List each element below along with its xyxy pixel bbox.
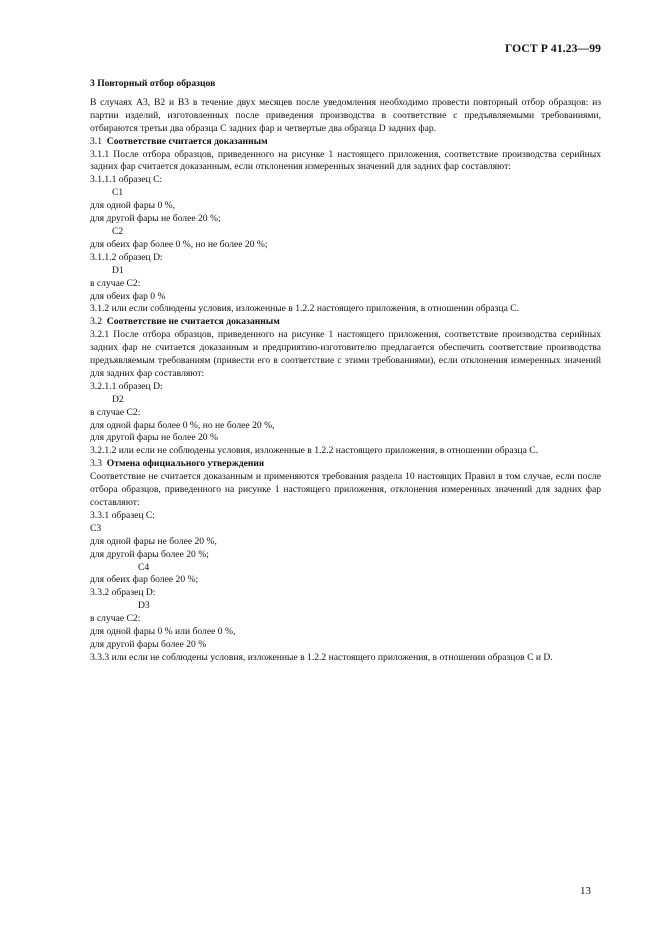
case-d2-line-2: для одной фары более 0 %, но не более 20 %, [90,419,275,431]
case-d3-line-3: для другой фары более 20 % [90,638,207,650]
case-d3-line-1: в случае С2: [90,613,141,625]
paragraph-3-3: Соответствие не считается доказанным и применяются требования раздела 10 настоящих Правил в том случае, если после отбора образцов, приведенного на рисунке 1 настоящего приложения, отклонения измеренных значений для задних фар составляют: [90,471,601,508]
page-number: 13 [580,885,591,897]
case-c2-label: С2 [112,225,124,237]
case-c1-line-2: для другой фары не более 20 %; [90,213,221,225]
subsection-3-1-number: 3.1 [90,135,102,147]
case-c4-label: С4 [138,561,150,573]
subsection-3-2-title: Соответствие не считается доказанным [106,316,280,328]
paragraph-3-2-1-2: 3.2.1.2 или если не соблюдены условия, изложенные в 1.2.2 настоящего приложения, в отношении образца С. [90,445,539,457]
case-c3-line-2: для другой фары более 20 %; [90,548,209,560]
case-c4-line-1: для обеих фар более 20 %; [90,574,199,586]
case-c1-line-1: для одной фары 0 %, [90,200,176,212]
paragraph-3-3-3: 3.3.3 или если не соблюдены условия, изложенные в 1.2.2 настоящего приложения, в отношении образцов С и D. [90,651,553,663]
subsection-3-3 [90,458,601,665]
subsection-3-1-title: Соответствие считается доказанным [106,135,268,147]
case-d1-line-2: для обеих фар 0 % [90,290,166,302]
case-d2-line-3: для другой фары не более 20 % [90,432,218,444]
item-3-1-1-1: 3.1.1.1 образец С: [90,174,163,186]
item-3-1-1-2: 3.1.1.2 образец D: [90,251,163,263]
case-d1-label: D1 [112,264,124,276]
subsection-3-3-title: Отмена официального утверждения [106,458,265,470]
case-d1-line-1: в случае С2: [90,277,141,289]
section-intro [90,97,601,136]
item-3-3-1: 3.3.1 образец С: [90,509,155,521]
case-d2-line-1: в случае С2: [90,406,141,418]
case-d3-line-2: для одной фары 0 % или более 0 %, [90,626,236,638]
section-title: 3 Повторный отбор образцов [90,78,216,89]
paragraph-3-1-1: 3.1.1 После отбора образцов, приведенного на рисунке 1 настоящего приложения, соответствие производства серийных задних фар считается доказанным, если отклонения измеренных значений для задних фар составляют: [90,148,601,173]
section-intro-text: В случаях А3, В2 и В3 в течение двух месяцев после уведомления необходимо провести повторный отбор образцов: из партии изделий, изготовленных после приведения производства в соответствие с предъявляемыми требованиями, отбираются третьи два образца С задних фар и четвертые два образца D задних фар. [90,96,601,134]
case-d3-label: D3 [138,600,150,612]
subsection-3-2-heading [90,316,601,329]
case-c1-label: С1 [112,187,124,199]
subsection-3-3-number: 3.3 [90,458,102,470]
case-c3-label: С3 [90,522,102,534]
paragraph-3-2-1: 3.2.1 После отбора образцов, приведенного на рисунке 1 настоящего приложения, соответствие производства серийных задних фар не считается доказанным и предприятию-изготовителю предлагается обеспечить соответствие производства предъявляемым требованиям (привести его в соответствие с этими требованиями), если отклонения измеренных значений для задних фар составляют: [90,329,601,379]
subsection-3-1 [90,136,601,317]
subsection-3-2-number: 3.2 [90,316,102,328]
item-3-2-1-1: 3.2.1.1 образец D: [90,380,163,392]
section-content [90,78,601,665]
subsection-3-2 [90,316,601,458]
paragraph-3-1-2: 3.1.2 или если соблюдены условия, изложенные в 1.2.2 настоящего приложения, в отношении образца С. [90,303,520,315]
subsection-3-3-heading [90,458,601,471]
case-d2-label: D2 [112,393,124,405]
case-c3-line-1: для одной фары не более 20 %, [90,535,217,547]
subsection-3-1-heading [90,136,601,149]
case-c2-line-1: для обеих фар более 0 %, но не более 20 %; [90,238,268,250]
item-3-3-2: 3.3.2 образец D: [90,587,156,599]
document-standard-number: ГОСТ Р 41.23—99 [504,42,601,55]
